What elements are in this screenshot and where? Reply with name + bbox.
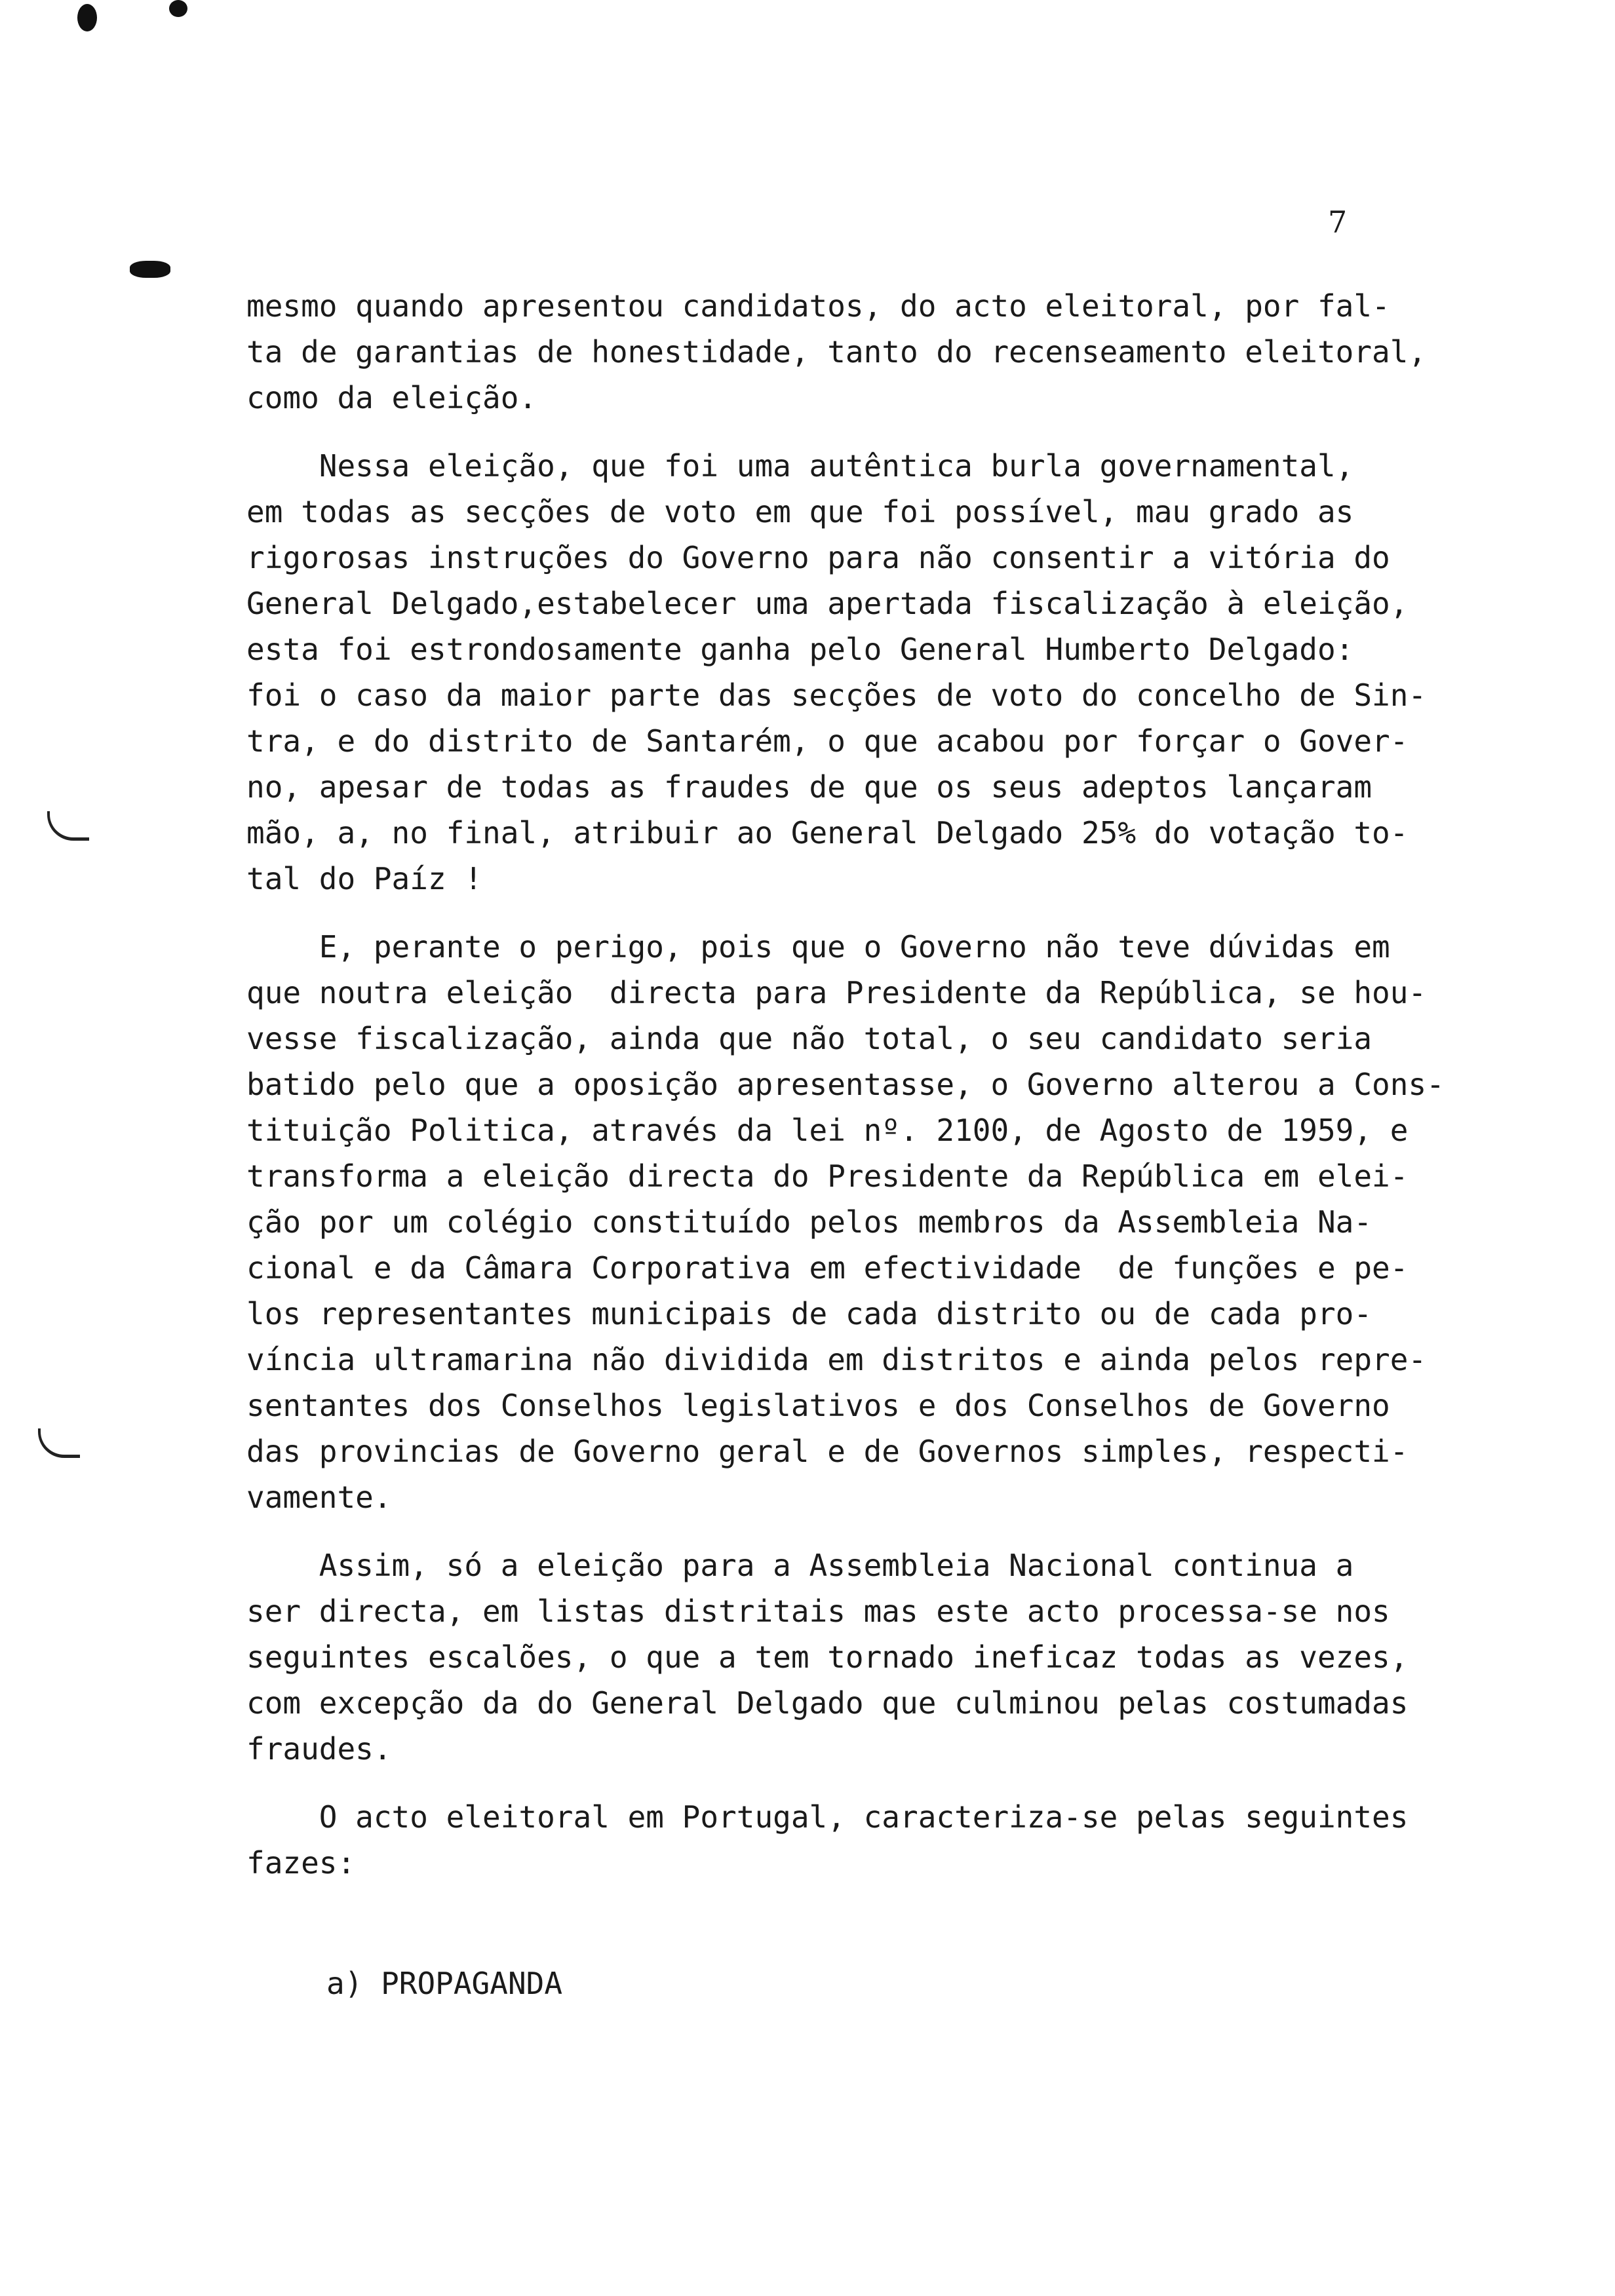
- paragraph-1: [246, 283, 1584, 421]
- paragraph-4: [246, 1542, 1584, 1772]
- text-line: Nessa eleição, que foi uma autêntica burla governamental,: [246, 448, 1354, 484]
- text-line: fraudes.: [246, 1731, 392, 1767]
- text-line: que noutra eleição directa para Presidente da República, se hou-: [246, 975, 1427, 1010]
- text-line: O acto eleitoral em Portugal, caracteriza-se pelas seguintes: [246, 1799, 1409, 1835]
- text-line: foi o caso da maior parte das secções de voto do concelho de Sin-: [246, 678, 1427, 713]
- text-line: transforma a eleição directa do Presidente da República em elei-: [246, 1158, 1409, 1194]
- text-line: tal do Paíz !: [246, 861, 483, 896]
- text-line: sentantes dos Conselhos legislativos e dos Conselhos de Governo: [246, 1388, 1390, 1423]
- text-line: Assim, só a eleição para a Assembleia Nacional continua a: [246, 1548, 1354, 1583]
- text-line: vesse fiscalização, ainda que não total, o seu candidato seria: [246, 1021, 1372, 1056]
- text-line: mão, a, no final, atribuir ao General Delgado 25% do votação to-: [246, 815, 1409, 851]
- text-line: seguintes escalões, o que a tem tornado ineficaz todas as vezes,: [246, 1639, 1409, 1675]
- text-line: fazes:: [246, 1845, 356, 1881]
- text-line: das provincias de Governo geral e de Governos simples, respecti-: [246, 1434, 1409, 1469]
- margin-mark: [38, 1428, 80, 1458]
- body-text: [246, 283, 1584, 1886]
- text-line: cional e da Câmara Corporativa em efectividade de funções e pe-: [246, 1250, 1409, 1286]
- text-line: batido pelo que a oposição apresentasse, o Governo alterou a Cons-: [246, 1067, 1445, 1102]
- text-line: com excepção da do General Delgado que culminou pelas costumadas: [246, 1685, 1409, 1721]
- text-line: esta foi estrondosamente ganha pelo General Humberto Delgado:: [246, 632, 1354, 667]
- text-line: tra, e do distrito de Santarém, o que acabou por forçar o Gover-: [246, 723, 1409, 759]
- paragraph-3: [246, 924, 1584, 1520]
- text-line: em todas as secções de voto em que foi possível, mau grado as: [246, 494, 1354, 529]
- text-line: E, perante o perigo, pois que o Governo não teve dúvidas em: [246, 929, 1390, 965]
- punch-hole-mark: [169, 0, 187, 17]
- text-line: General Delgado,estabelecer uma apertada fiscalização à eleição,: [246, 586, 1409, 621]
- text-line: no, apesar de todas as fraudes de que os seus adeptos lançaram: [246, 769, 1372, 805]
- paragraph-2: [246, 443, 1584, 902]
- text-line: rigorosas instruções do Governo para não consentir a vitória do: [246, 540, 1390, 575]
- punch-hole-mark: [77, 4, 97, 31]
- text-line: mesmo quando apresentou candidatos, do acto eleitoral, por fal-: [246, 288, 1390, 324]
- page-number: 7: [1328, 204, 1348, 240]
- text-line: víncia ultramarina não dividida em distritos e ainda pelos repre-: [246, 1342, 1427, 1377]
- paragraph-5: [246, 1794, 1584, 1886]
- text-line: los representantes municipais de cada distrito ou de cada pro-: [246, 1296, 1372, 1331]
- list-item-heading: a) PROPAGANDA: [326, 1966, 563, 2001]
- margin-mark: [47, 811, 89, 841]
- text-line: ção por um colégio constituído pelos membros da Assembleia Na-: [246, 1204, 1372, 1240]
- text-line: ta de garantias de honestidade, tanto do recenseamento eleitoral,: [246, 334, 1427, 370]
- text-line: ser directa, em listas distritais mas este acto processa-se nos: [246, 1594, 1390, 1629]
- text-line: vamente.: [246, 1480, 392, 1515]
- text-line: como da eleição.: [246, 380, 537, 415]
- ink-blot-mark: [130, 261, 170, 278]
- text-line: tituição Politica, através da lei nº. 2100, de Agosto de 1959, e: [246, 1113, 1409, 1148]
